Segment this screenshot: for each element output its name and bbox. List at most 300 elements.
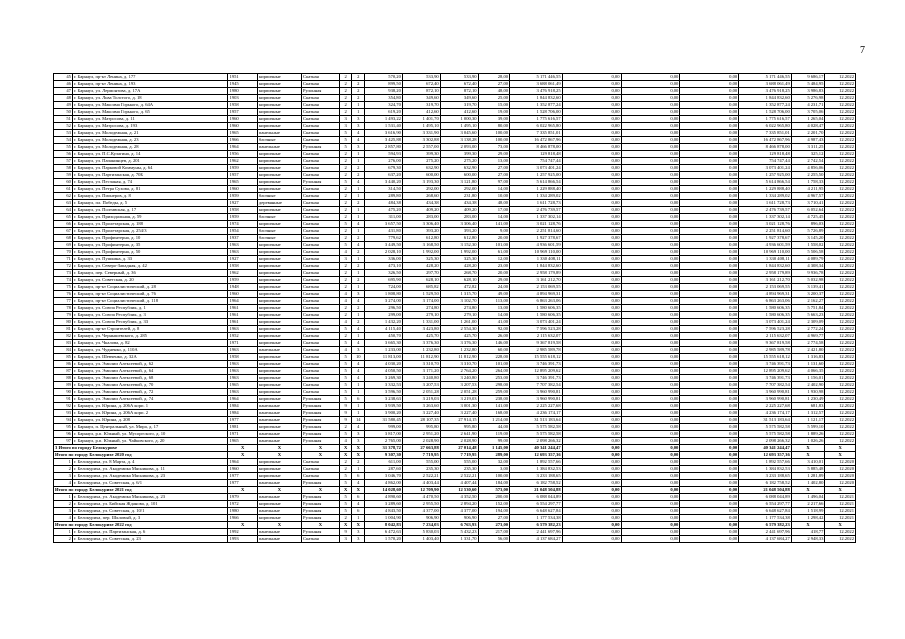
table-cell: кирпичные — [257, 333, 301, 340]
table-cell: 12.2022 — [825, 88, 856, 95]
table-cell: 3 — [339, 256, 352, 263]
table-cell: 56,00 — [478, 536, 510, 543]
table-cell: 12.2022 — [825, 382, 856, 389]
table-cell: 3 331,90 — [402, 130, 440, 137]
table-cell: Скатная — [302, 95, 340, 102]
table-cell: г. Барнаул, ул. Юрина, д. 206А корп. 1 — [72, 403, 228, 410]
table-cell: 0,00 — [621, 494, 680, 501]
table-cell: 1971 — [228, 340, 257, 347]
table-cell: 4 843,50 — [365, 508, 403, 515]
table-cell: 679,30 — [365, 165, 403, 172]
table-cell: 4 — [54, 480, 73, 487]
table-cell: 0,00 — [680, 473, 739, 480]
table-cell: 1 529,50 — [402, 291, 440, 298]
table-cell: 0,00 — [621, 123, 680, 130]
table-cell: 85 — [54, 354, 73, 361]
table-cell: 31 580,45 — [365, 417, 403, 424]
table-cell: блочные — [257, 228, 301, 235]
table-cell: 0,00 — [680, 207, 739, 214]
table-cell: кирпичные — [257, 74, 301, 81]
table-cell: 2 948,33 — [791, 536, 825, 543]
table-cell: 12 530,60 — [440, 487, 478, 494]
table-cell: Скатная — [302, 305, 340, 312]
table-cell: 6 022 965,80 — [510, 123, 563, 130]
table-cell: 3 986,83 — [791, 88, 825, 95]
table-cell: 48,00 — [478, 88, 510, 95]
table-cell: 0,00 — [680, 270, 739, 277]
table-cell: 2 051,28 — [402, 389, 440, 396]
table-cell: Скатная — [302, 319, 340, 326]
table-cell: 399,30 — [402, 151, 440, 158]
table-cell: 0,00 — [680, 340, 739, 347]
table-cell: 5 751,84 — [791, 305, 825, 312]
table-cell: 28 107,35 — [402, 417, 440, 424]
table-cell: 0,00 — [621, 354, 680, 361]
table-cell: 39,00 — [478, 116, 510, 123]
table-cell: 2 — [339, 466, 352, 473]
table-cell: 31 513 183,64 — [510, 417, 563, 424]
table-cell: 319,70 — [440, 102, 478, 109]
table-cell: 86 — [54, 361, 73, 368]
table-cell: Скатная — [302, 277, 340, 284]
table-cell: панельные — [257, 130, 301, 137]
table-cell: 1 758,33 — [791, 179, 825, 186]
table-cell: 0,00 — [621, 389, 680, 396]
table-cell: Скатная — [302, 235, 340, 242]
table-body — [54, 74, 856, 543]
table-cell: 0,00 — [621, 221, 680, 228]
table-cell: 1 — [352, 207, 365, 214]
table-cell: Скатная — [302, 158, 340, 165]
table-cell: 2 225 227,68 — [510, 403, 563, 410]
table-cell: 12.2022 — [825, 214, 856, 221]
table-cell: г. Барнаул, ул. Пролетарская, д. 188 — [72, 221, 228, 228]
table-cell: 0,00 — [680, 214, 739, 221]
table-cell: панельные — [257, 410, 301, 417]
table-cell: г. Барнаул, ул. Эмилии Алексеевой, д. 70 — [72, 382, 228, 389]
table-cell: 12.2022 — [825, 207, 856, 214]
table-cell: 59 — [54, 172, 73, 179]
table-cell: 0,00 — [680, 123, 739, 130]
table-cell: 3 746 391,73 — [510, 361, 563, 368]
table-cell: панельные — [257, 438, 301, 445]
table-row — [54, 319, 856, 326]
table-cell: 1963 — [228, 249, 257, 256]
table-cell: 1 316,83 — [791, 354, 825, 361]
table-cell: 1 352 877,24 — [739, 102, 792, 109]
table-cell: 2 115 632,07 — [510, 333, 563, 340]
table-cell: 12.2022 — [825, 389, 856, 396]
table-cell: кирпичные — [257, 151, 301, 158]
table-cell: 2 — [352, 235, 365, 242]
table-cell: кирпичные — [257, 249, 301, 256]
table-cell: Скатная — [302, 151, 340, 158]
table-cell: 217,00 — [478, 529, 510, 536]
table-cell: 5 — [339, 382, 352, 389]
table-cell: 3 152,30 — [440, 242, 478, 249]
table-cell: 2 958 179,89 — [739, 270, 792, 277]
table-cell: панельные — [257, 431, 301, 438]
table-cell: 1972 — [228, 501, 257, 508]
table-cell: блочные — [257, 235, 301, 242]
table-cell: 2 028,90 — [440, 438, 478, 445]
table-cell: 13,00 — [478, 305, 510, 312]
table-cell: панельные — [257, 494, 301, 501]
table-cell: 6 554 297,77 — [510, 501, 563, 508]
table-cell: 4 — [352, 298, 365, 305]
table-cell: 14,00 — [478, 186, 510, 193]
table-row — [54, 389, 856, 396]
table-cell: 9 — [339, 529, 352, 536]
table-cell: 4 050,50 — [365, 368, 403, 375]
table-cell: 1965 — [228, 130, 257, 137]
table-row — [54, 361, 856, 368]
table-cell: 5 276,98 — [791, 95, 825, 102]
table-cell: 472,82 — [440, 284, 478, 291]
table-cell: 12.2022 — [825, 319, 856, 326]
table-cell: 12.2021 — [825, 515, 856, 522]
table-cell: 533,90 — [402, 74, 440, 81]
table-cell: 3 233 188,65 — [510, 473, 563, 480]
table-cell: 314,50 — [365, 186, 403, 193]
table-cell: 5 614 866,54 — [510, 179, 563, 186]
table-cell: 3 046,70 — [365, 473, 403, 480]
table-cell: 96 — [54, 431, 73, 438]
table-cell: 1 570,20 — [365, 536, 403, 543]
table-cell: Скатная — [302, 116, 340, 123]
table-cell: 619,20 — [365, 109, 403, 116]
table-cell: 1 496,04 — [791, 494, 825, 501]
table-cell: панельные — [257, 536, 301, 543]
table-cell: 0,00 — [562, 291, 621, 298]
table-cell: 0,00 — [680, 137, 739, 144]
table-cell: 0,00 — [562, 172, 621, 179]
table-cell: 9 — [339, 403, 352, 410]
table-cell: 0,00 — [562, 522, 621, 529]
table-cell: Скатная — [302, 228, 340, 235]
table-cell: г. Барнаул, ул. Льва Толстого, д. 18 — [72, 95, 228, 102]
table-cell: 1965 — [228, 179, 257, 186]
table-cell: 1 — [352, 410, 365, 417]
table-cell: 412,60 — [440, 109, 478, 116]
table-cell: 0,00 — [562, 340, 621, 347]
table-cell: 92 — [54, 403, 73, 410]
table-cell: 1 892 557,66 — [739, 459, 792, 466]
table-cell: 0,00 — [562, 186, 621, 193]
table-cell: 4 856,06 — [791, 165, 825, 172]
table-cell: 6 579 382,23 — [739, 522, 792, 529]
table-cell: 12.2022 — [825, 200, 856, 207]
table-cell: 1 — [352, 382, 365, 389]
table-cell: 12.2022 — [825, 431, 856, 438]
table-cell: 4 377,00 — [402, 508, 440, 515]
table-cell: 1 — [352, 333, 365, 340]
table-cell: X — [339, 487, 352, 494]
table-cell: 9 367 819,58 — [510, 340, 563, 347]
table-cell: 1958 — [228, 354, 257, 361]
table-cell: г. Барнаул, ул. Пионеров, д. 8 — [72, 193, 228, 200]
table-cell: 12.2022 — [825, 228, 856, 235]
table-cell: 0,00 — [562, 123, 621, 130]
table-cell: 2 — [352, 200, 365, 207]
table-cell: 3 073 401,24 — [510, 165, 563, 172]
table-cell: 1 337 302,14 — [739, 214, 792, 221]
table-cell: 5 — [339, 396, 352, 403]
table-cell: панельные — [257, 347, 301, 354]
table-cell: 999,00 — [365, 424, 403, 431]
table-cell: 3 161 212,70 — [739, 277, 792, 284]
table-cell: 0,00 — [621, 382, 680, 389]
table-cell: 1956 — [228, 151, 257, 158]
table-cell: 5 — [339, 144, 352, 151]
table-cell: Скатная — [302, 186, 340, 193]
table-cell: 101,00 — [478, 242, 510, 249]
table-cell: 6 022 965,80 — [739, 123, 792, 130]
table-cell: 7 335 851,01 — [739, 130, 792, 137]
table-cell: 8 042,83 — [365, 522, 403, 529]
table-cell: 3 332,53 — [365, 382, 403, 389]
table-cell: 995,80 — [402, 424, 440, 431]
table-cell: 3 410,01 — [791, 459, 825, 466]
table-cell: 4 — [352, 340, 365, 347]
table-cell: 51 — [54, 116, 73, 123]
table-cell: г. Белокуриха, ул. Советская, д. 10/1 — [72, 508, 228, 515]
table-cell: X — [825, 487, 856, 494]
table-cell: г. Барнаул, ул. Эмилии Алексеевой, д. 72 — [72, 389, 228, 396]
table-cell: 354,80 — [365, 95, 403, 102]
table-cell: 168,00 — [478, 410, 510, 417]
table-cell: 1963 — [228, 361, 257, 368]
table-cell: 3 240,80 — [440, 375, 478, 382]
table-cell: 0,00 — [680, 165, 739, 172]
table-cell: панельные — [257, 403, 301, 410]
table-cell: 4 — [339, 249, 352, 256]
table-cell: 27,00 — [478, 515, 510, 522]
table-cell: г. Барнаул, ул. Советская, д. 20 — [72, 277, 228, 284]
table-cell: 1 331,00 — [402, 319, 440, 326]
table-cell: 1960 — [228, 186, 257, 193]
table-cell: 63 — [54, 200, 73, 207]
table-cell: 2 — [339, 193, 352, 200]
table-cell: 5 614 866,54 — [739, 179, 792, 186]
table-cell: 5 032,98 — [791, 277, 825, 284]
table-cell: 0,00 — [680, 95, 739, 102]
table-cell: 4 — [339, 347, 352, 354]
table-cell: 12.2022 — [825, 340, 856, 347]
table-cell: 12.2022 — [825, 354, 856, 361]
table-cell: 0,00 — [680, 410, 739, 417]
table-cell: 11 812,90 — [440, 354, 478, 361]
table-cell: 4 — [352, 221, 365, 228]
table-row — [54, 529, 856, 536]
table-cell: 3 302,88 — [402, 137, 440, 144]
table-cell: 0,00 — [562, 228, 621, 235]
table-cell: 0,00 — [680, 480, 739, 487]
table-row — [54, 193, 856, 200]
table-cell: 1 298,42 — [791, 515, 825, 522]
table-cell: 1959 — [228, 193, 257, 200]
table-cell: 0,00 — [680, 382, 739, 389]
table-cell: г. Барнаул, ул. Папанинцев, д. 201 — [72, 158, 228, 165]
table-cell: 2 — [339, 151, 352, 158]
table-cell: X — [339, 445, 352, 452]
table-row — [54, 277, 856, 284]
table-cell: г. Белокуриха, ул. Партизанская, д. 6 — [72, 529, 228, 536]
table-cell: 0,00 — [621, 228, 680, 235]
table-cell: 1961 — [228, 319, 257, 326]
table-cell: 1 229 888,40 — [510, 186, 563, 193]
table-cell: г. Барнаул, ул. Чудненко, д. 110А — [72, 347, 228, 354]
table-cell: 1 — [54, 494, 73, 501]
table-row — [54, 291, 856, 298]
table-cell: 3 — [352, 144, 365, 151]
table-cell: 0,00 — [680, 102, 739, 109]
table-cell: 0,00 — [621, 375, 680, 382]
table-cell: г. Барнаул, ул. Шевченко, д. 32А — [72, 354, 228, 361]
table-cell: 3 — [352, 529, 365, 536]
table-cell: 1 580 606,35 — [510, 305, 563, 312]
table-cell: 3 746 391,73 — [739, 375, 792, 382]
table-cell: г. Барнаул, ул. Эмилии Алексеевой, д. 62 — [72, 361, 228, 368]
table-cell: 336,00 — [365, 256, 403, 263]
table-cell: 555,00 — [440, 459, 478, 466]
table-cell: 19,00 — [478, 109, 510, 116]
table-cell: 0,00 — [680, 277, 739, 284]
table-cell: 2 — [339, 207, 352, 214]
table-row — [54, 144, 856, 151]
table-cell: 12 693 357,36 — [510, 452, 563, 459]
table-cell: г. Барнаул, ул. Матросова, д. 193 — [72, 123, 228, 130]
table-cell: 681,83 — [791, 403, 825, 410]
table-cell: Скатная — [302, 200, 340, 207]
table-cell: 2 — [352, 81, 365, 88]
table-cell: 88 — [54, 375, 73, 382]
table-cell: 612,80 — [402, 235, 440, 242]
table-cell: 97,00 — [478, 179, 510, 186]
table-cell: 6 648 627,84 — [739, 508, 792, 515]
table-row — [54, 326, 856, 333]
table-cell: 89 — [54, 382, 73, 389]
table-cell: 5 — [339, 473, 352, 480]
table-cell: кирпичные — [257, 81, 301, 88]
table-cell: 4 407,44 — [440, 480, 478, 487]
table-cell: 12.2022 — [825, 242, 856, 249]
table-cell: 4 028,47 — [791, 123, 825, 130]
table-cell: 3 171,20 — [402, 368, 440, 375]
table-cell: 49,00 — [478, 291, 510, 298]
table-cell: Скатная — [302, 221, 340, 228]
table-cell: 3 073 401,24 — [739, 165, 792, 172]
table-row — [54, 480, 856, 487]
table-cell: 2 — [339, 228, 352, 235]
table-cell: 27 914,15 — [440, 417, 478, 424]
table-cell: 0,00 — [621, 522, 680, 529]
table-cell: 1 611 728,73 — [739, 200, 792, 207]
table-cell: 0,00 — [621, 137, 680, 144]
table-cell: 2 — [339, 81, 352, 88]
table-cell: 0,00 — [562, 382, 621, 389]
table-cell: кирпичные — [257, 515, 301, 522]
table-cell: 2 985 589,78 — [739, 347, 792, 354]
table-cell: Скатная — [302, 81, 340, 88]
table-cell: 15,00 — [478, 102, 510, 109]
table-cell: 12.2022 — [825, 326, 856, 333]
table-cell: Рулонная — [302, 424, 340, 431]
table-cell: 2 — [339, 270, 352, 277]
table-cell: 896,03 — [791, 221, 825, 228]
table-cell: 1 775 616,57 — [510, 116, 563, 123]
table-cell: 779,62 — [365, 235, 403, 242]
table-cell: 0,00 — [562, 312, 621, 319]
table-cell: 2 — [339, 305, 352, 312]
table-cell: 4 115,40 — [365, 326, 403, 333]
table-cell: 2 772,24 — [791, 326, 825, 333]
table-cell: 12 895 209,62 — [739, 368, 792, 375]
table-cell: 4 — [352, 137, 365, 144]
table-cell: 4 — [352, 375, 365, 382]
table-cell: 1 261,00 — [440, 319, 478, 326]
table-row — [54, 298, 856, 305]
table-cell: 0,00 — [680, 228, 739, 235]
table-cell: панельные — [257, 144, 301, 151]
table-cell: 235,30 — [402, 466, 440, 473]
table-cell: 995,80 — [440, 424, 478, 431]
table-cell: 0,00 — [621, 179, 680, 186]
table-cell: 11 813,00 — [365, 354, 403, 361]
table-cell: Скатная — [302, 382, 340, 389]
table-cell: 53 — [54, 130, 73, 137]
table-cell: 1 580 606,35 — [510, 312, 563, 319]
table-cell: 152,00 — [478, 501, 510, 508]
table-cell: 80 — [54, 319, 73, 326]
table-cell: г. Барнаул, ул. Профинтерна, д. 10 — [72, 235, 228, 242]
table-cell: 4 987,43 — [791, 137, 825, 144]
table-cell: 12.2022 — [825, 256, 856, 263]
table-cell: 409,20 — [440, 207, 478, 214]
table-cell: г. Барнаул, ул. Союза Республик, д. 33 — [72, 319, 228, 326]
table-cell: кирпичные — [257, 221, 301, 228]
table-cell: 5 663,23 — [791, 312, 825, 319]
table-cell: панельные — [257, 417, 301, 424]
table-cell: 0,00 — [562, 102, 621, 109]
table-cell: 8 466 878,00 — [739, 144, 792, 151]
table-cell: 12.2022 — [825, 116, 856, 123]
table-cell: 14 028,60 — [365, 487, 403, 494]
table-cell: 0,00 — [621, 186, 680, 193]
table-cell: кирпичные — [257, 263, 301, 270]
table-cell: 3 746 391,73 — [510, 375, 563, 382]
table-cell: 12.2022 — [825, 186, 856, 193]
table-cell: 1 — [352, 214, 365, 221]
table-cell: г. Барнаул, пр-кт Социалистический, д. 28 — [72, 284, 228, 291]
table-row — [54, 284, 856, 291]
table-cell: 4 — [352, 424, 365, 431]
table-cell: 1 — [54, 459, 73, 466]
table-cell: г. Барнаул, ул. Эмилии Алексеевой, д. 74 — [72, 396, 228, 403]
table-cell: 64 — [54, 207, 73, 214]
table-cell: 6 088 044,89 — [739, 494, 792, 501]
table-row — [54, 200, 856, 207]
table-cell: 425,70 — [440, 333, 478, 340]
table-cell: 1966 — [228, 515, 257, 522]
table-cell: 90 — [54, 389, 73, 396]
table-cell: 9 936,78 — [791, 270, 825, 277]
table-cell: 8 466 878,00 — [510, 144, 563, 151]
table-cell: 0,00 — [680, 284, 739, 291]
table-cell: 298,00 — [478, 382, 510, 389]
table-cell: 0,00 — [621, 214, 680, 221]
table-cell: г. Барнаул, ул. Эмилии Алексеевой, д. 68 — [72, 375, 228, 382]
